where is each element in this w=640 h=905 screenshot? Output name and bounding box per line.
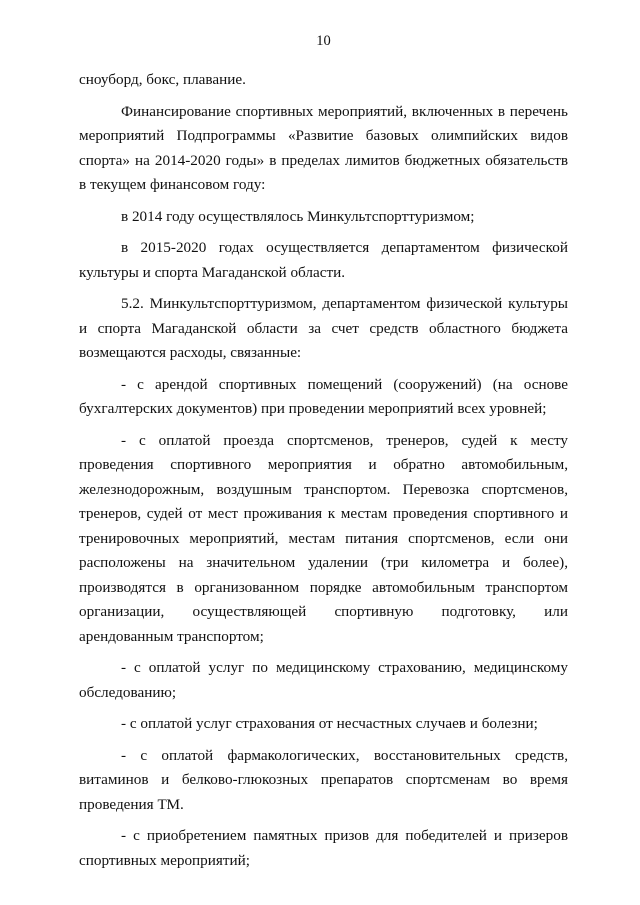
paragraph-financing-2014: в 2014 году осуществлялось Минкультспорттуризмом; (121, 207, 475, 225)
list-item-accident-insurance: - с оплатой услуг страхования от несчастных случаев и болезни; (121, 715, 538, 732)
paragraph-financing-intro: Финансирование спортивных мероприятий, включенных в перечень мероприятий Подпрограммы «Развитие базовых олимпийских видов спорта» на 2014-2020 годы» в пределах лимитов бюджетных обязательств в текущем финансовом году: (79, 102, 568, 193)
paragraph-continuation: сноуборд, бокс, плавание. (79, 71, 246, 88)
list-item-pharmacology: - с оплатой фармакологических, восстановительных средств, витаминов и белково-глюкозных препаратов спортсменам во время проведения ТМ. (79, 746, 568, 813)
paragraph-section-5-2: 5.2. Минкультспорттуризмом, департаментом физической культуры и спорта Магаданской области за счет средств областного бюджета возмещаются расходы, связанные: (79, 295, 568, 361)
list-item-prizes: - с приобретением памятных призов для победителей и призеров спортивных мероприятий; (79, 827, 568, 869)
page-number: 10 (316, 33, 331, 49)
list-item-rent: - с арендой спортивных помещений (сооружений) (на основе бухгалтерских документов) при проведении мероприятий всех уровней; (79, 375, 568, 417)
list-item-travel: - с оплатой проезда спортсменов, тренеров, судей к месту проведения спортивного мероприятия и обратно автомобильным, железнодорожным, воздушным транспортом. Перевозка спортсменов, тренеров, судей от мест проживания к местам проведения спортивного и тренировочных мероприятий, местам питания спортсменов, если они расположены на значительном удалении (три километра и более), производятся в организованном порядке автомобильным транспортом организации, осуществляющей спортивную подготовку, или арендованным транспортом; (79, 431, 568, 645)
list-item-medical-insurance: - с оплатой услуг по медицинскому страхованию, медицинскому обследованию; (79, 659, 568, 701)
paragraph-financing-2015-2020: в 2015-2020 годах осуществляется департаментом физической культуры и спорта Магаданской области. (79, 239, 568, 281)
